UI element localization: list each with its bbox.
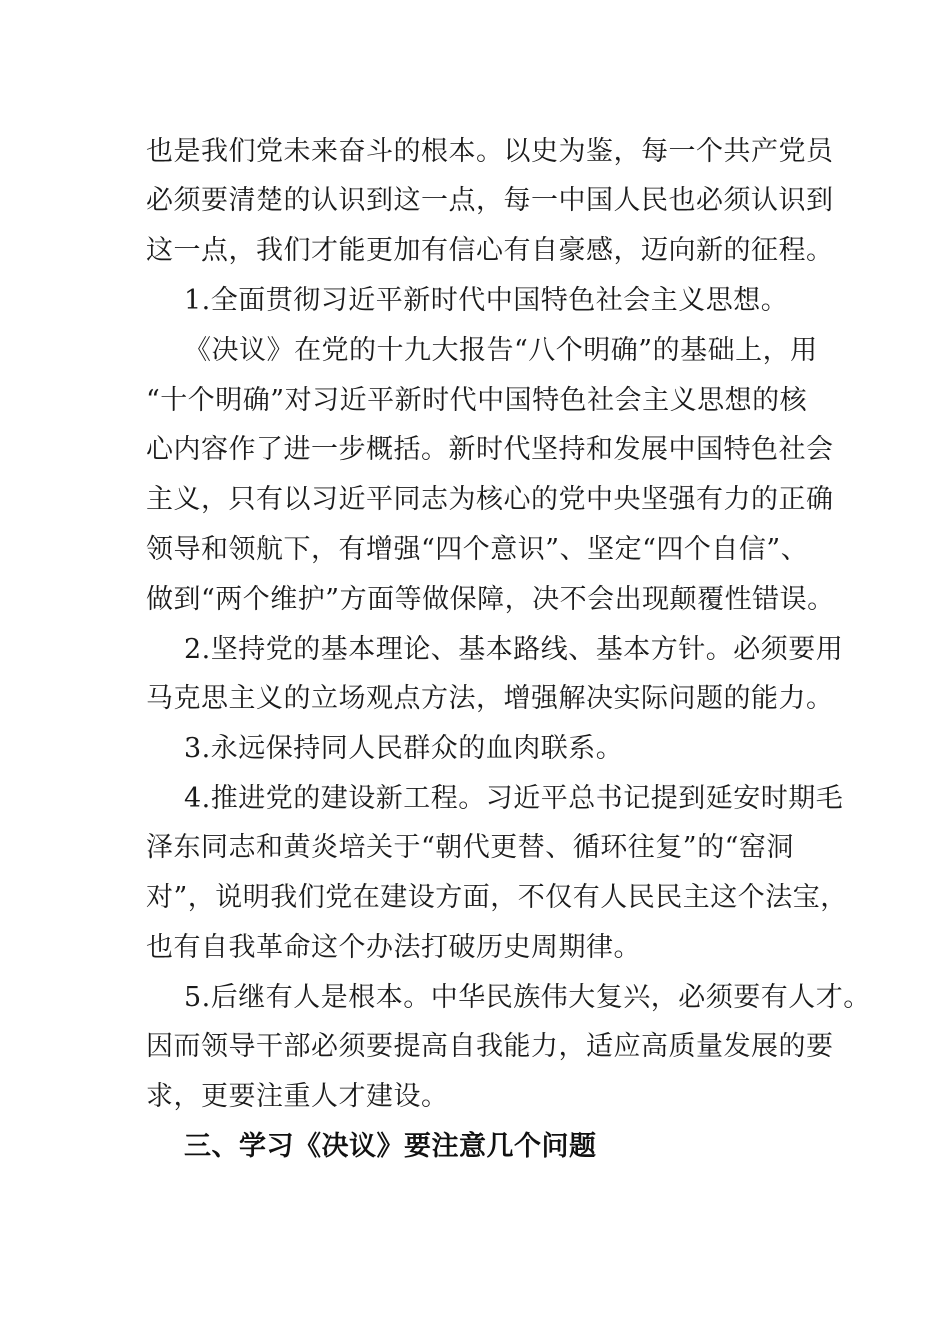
body-text-line: 泽东同志和黄炎培关于“朝代更替、循环往复”的“窑洞: [146, 832, 794, 863]
list-item-1: 1.全面贯彻习近平新时代中国特色社会主义思想。: [184, 285, 789, 316]
list-item-2: 2.坚持党的基本理论、基本路线、基本方针。必须要用: [184, 634, 844, 665]
body-text-line: 因而领导干部必须要提高自我能力，适应高质量发展的要: [146, 1031, 834, 1062]
list-item-3: 3.永远保持同人民群众的血肉联系。: [184, 733, 624, 764]
body-text-line: 求，更要注重人才建设。: [146, 1081, 449, 1112]
body-text-line: 必须要清楚的认识到这一点，每一中国人民也必须认识到: [146, 185, 834, 216]
section-heading: 三、学习《决议》要注意几个问题: [184, 1131, 597, 1162]
paragraph-start: 《决议》在党的十九大报告“八个明确”的基础上，用: [184, 335, 818, 366]
body-text-line: 对”，说明我们党在建设方面，不仅有人民民主这个法宝，: [146, 882, 848, 913]
body-text-line: 这一点，我们才能更加有信心有自豪感，迈向新的征程。: [146, 235, 834, 266]
body-text-line: 也有自我革命这个办法打破历史周期律。: [146, 932, 641, 963]
body-text-line: 做到“两个维护”方面等做保障，决不会出现颠覆性错误。: [146, 584, 835, 615]
body-text-line: 心内容作了进一步概括。新时代坚持和发展中国特色社会: [146, 434, 834, 465]
body-text-line: “十个明确”对习近平新时代中国特色社会主义思想的核: [146, 385, 808, 416]
list-item-4: 4.推进党的建设新工程。习近平总书记提到延安时期毛: [184, 783, 844, 814]
list-item-5: 5.后继有人是根本。中华民族伟大复兴，必须要有人才。: [184, 982, 871, 1013]
body-text-line: 也是我们党未来奋斗的根本。以史为鉴，每一个共产党员: [146, 136, 834, 167]
body-text-line: 领导和领航下，有增强“四个意识”、坚定“四个自信”、: [146, 534, 809, 565]
body-text-line: 马克思主义的立场观点方法，增强解决实际问题的能力。: [146, 683, 834, 714]
body-text-line: 主义，只有以习近平同志为核心的党中央坚强有力的正确: [146, 484, 834, 515]
